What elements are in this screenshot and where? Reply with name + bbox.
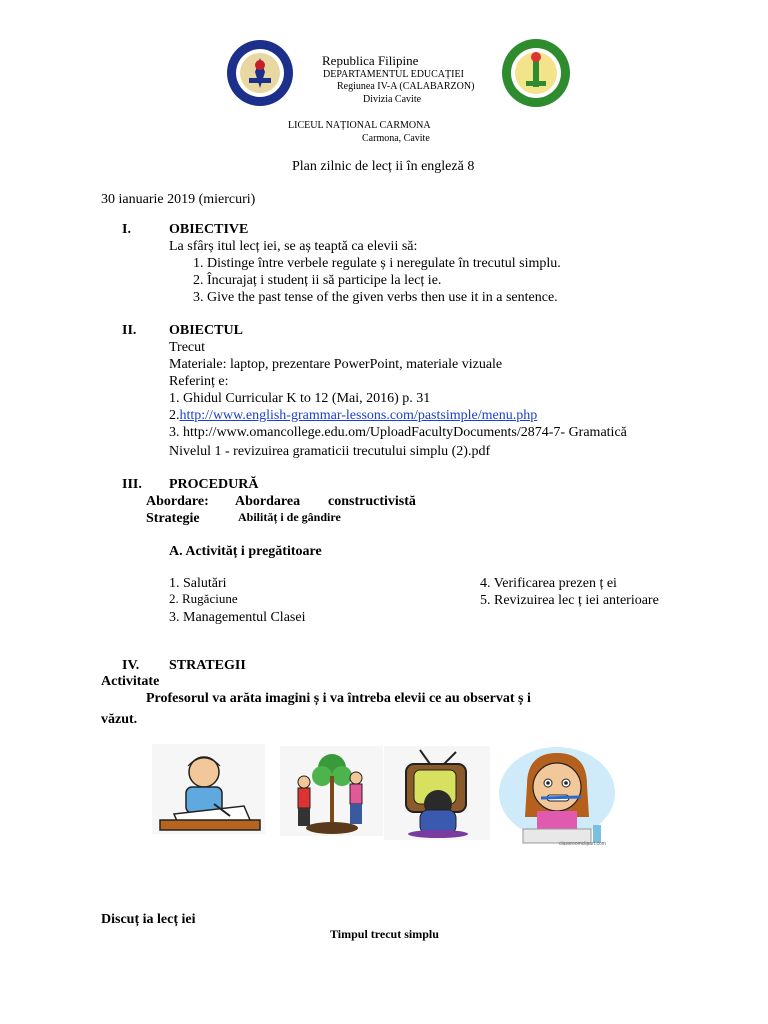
document-title: Plan zilnic de lecț ii în engleză 8	[292, 159, 475, 174]
strategy-label: Strategie	[146, 511, 200, 526]
section-objectives-heading: OBIECTIVE	[169, 222, 249, 237]
objective-item: 2. Încurajaț i studenț ii să participe la lecț ie.	[193, 273, 442, 288]
activity-item: 3. Managementul Clasei	[169, 610, 306, 625]
reference-2-prefix: 2.	[169, 408, 180, 423]
reference-3-line2: Nivelul 1 - revizuirea gramaticii trecutului simplu (2).pdf	[169, 444, 491, 459]
reference-3-line1: 3. http://www.omancollege.edu.om/UploadFacultyDocuments/2874-7- Gramatică	[169, 425, 627, 440]
approach-label: Abordare:	[146, 494, 209, 509]
header-division: Divizia Cavite	[363, 94, 422, 105]
watching-tv-image	[384, 746, 490, 840]
subject-topic: Trecut	[169, 340, 206, 355]
section-subject-numeral: II.	[122, 323, 137, 338]
activity-item: 5. Revizuirea lec ț iei anterioare	[480, 593, 659, 608]
boy-writing-image	[152, 744, 265, 834]
activities-heading: A. Activităț i pregătitoare	[169, 544, 322, 559]
reference-2	[169, 407, 537, 424]
strategy-value: Abilităț i de gândire	[238, 510, 341, 524]
activity-item: 1. Salutări	[169, 576, 227, 591]
header-country: Republica Filipine	[322, 53, 419, 68]
deped-seal-logo	[225, 38, 295, 108]
header-region: Regiunea IV-A (CALABARZON)	[337, 81, 475, 92]
strategy-instruction-line2: văzut.	[101, 712, 138, 727]
objectives-intro: La sfârș itul lecț iei, se aș teaptă ca elevii să:	[169, 239, 418, 254]
header-department: DEPARTAMENTUL EDUCAȚIEI	[323, 69, 464, 80]
header-school: LICEUL NAȚIONAL CARMONA	[288, 120, 431, 131]
activity-label: Activitate	[101, 674, 160, 689]
activity-item: 4. Verificarea prezen ț ei	[480, 576, 617, 591]
section-procedure-numeral: III.	[122, 477, 142, 492]
reference-2-link[interactable]: http://www.english-grammar-lessons.com/pastsimple/menu.php	[179, 408, 538, 423]
document-date: 30 ianuarie 2019 (miercuri)	[101, 192, 256, 207]
section-strategies-heading: STRATEGII	[169, 658, 246, 673]
discussion-label: Discuț ia lecț iei	[101, 912, 196, 927]
activity-item: 2. Rugăciune	[169, 591, 238, 606]
image-caption: classroomclipart.com	[559, 841, 606, 847]
deped-seal-icon	[225, 38, 295, 108]
discussion-subtitle: Timpul trecut simplu	[330, 927, 439, 941]
objective-item: 1. Distinge între verbele regulate ș i neregulate în trecutul simplu.	[193, 256, 561, 271]
section-subject-heading: OBIECTUL	[169, 323, 243, 338]
strategy-instruction-line1: Profesorul va arăta imagini ș i va întreba elevii ce au observat ș i	[146, 691, 531, 706]
objective-item: 3. Give the past tense of the given verbs then use it in a sentence.	[193, 290, 558, 305]
carmona-seal-icon	[500, 37, 572, 109]
planting-tree-image	[280, 746, 383, 836]
reference-1: 1. Ghidul Curricular K to 12 (Mai, 2016) p. 31	[169, 391, 431, 406]
approach-value-2: constructivistă	[328, 494, 416, 509]
subject-materials: Materiale: laptop, prezentare PowerPoint, materiale vizuale	[169, 357, 503, 372]
approach-value-1: Abordarea	[235, 494, 301, 509]
header-location: Carmona, Cavite	[362, 133, 430, 144]
section-objectives-numeral: I.	[122, 222, 131, 237]
references-label: Referinț e:	[169, 374, 229, 389]
section-strategies-numeral: IV.	[122, 658, 140, 673]
carmona-seal-logo	[500, 37, 572, 109]
brushing-teeth-image	[497, 745, 617, 850]
section-procedure-heading: PROCEDURĂ	[169, 477, 259, 492]
